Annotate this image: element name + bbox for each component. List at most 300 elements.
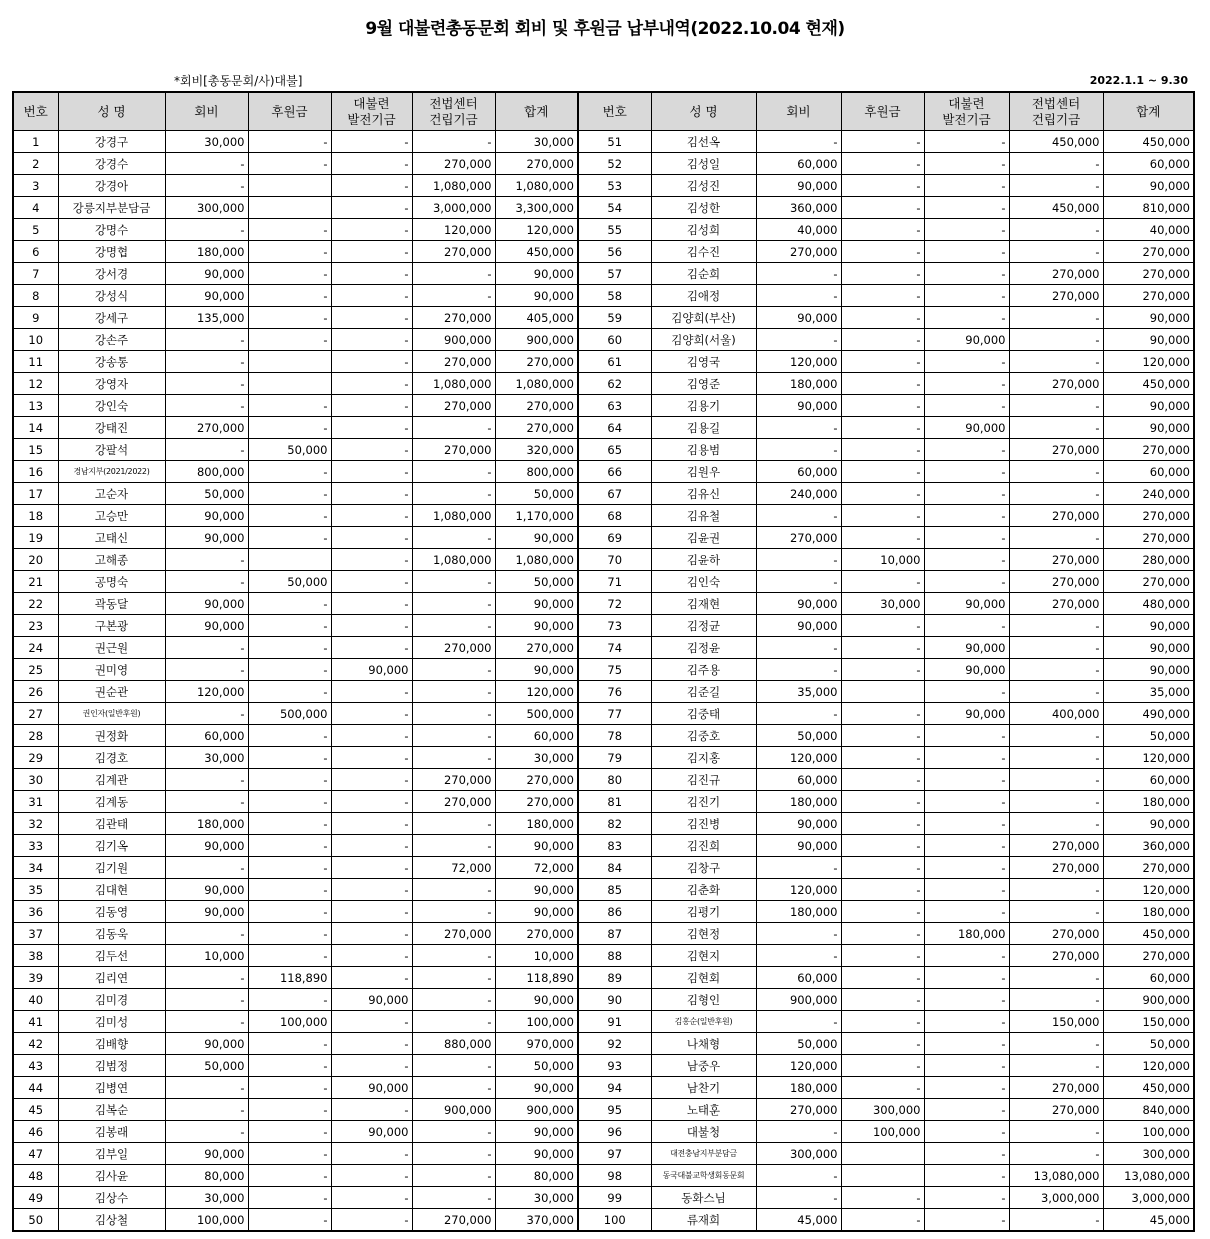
cell-total: 80,000 [495,1165,578,1187]
header-name: 성 명 [651,92,756,131]
cell-dev-fund: - [924,989,1009,1011]
cell-fee: - [165,769,248,791]
cell-fee: 80,000 [165,1165,248,1187]
cell-support: - [248,747,331,769]
cell-no: 99 [578,1187,651,1209]
cell-fee: 10,000 [165,945,248,967]
cell-center-fund: - [412,1187,495,1209]
cell-center-fund: 120,000 [412,219,495,241]
table-row [13,1011,1194,1033]
cell-support: - [841,505,924,527]
cell-no: 54 [578,197,651,219]
header-fee: 회비 [756,92,841,131]
cell-support [841,1143,924,1165]
cell-dev-fund: - [331,527,412,549]
cell-dev-fund: - [924,461,1009,483]
cell-no: 69 [578,527,651,549]
cell-name: 김성진 [651,175,756,197]
cell-fee: - [165,153,248,175]
cell-total: 970,000 [495,1033,578,1055]
cell-center-fund: - [412,879,495,901]
cell-no: 86 [578,901,651,923]
cell-center-fund: 270,000 [412,351,495,373]
cell-center-fund: - [1009,879,1103,901]
cell-no: 49 [13,1187,58,1209]
cell-no: 70 [578,549,651,571]
cell-support: - [841,637,924,659]
cell-dev-fund: - [331,263,412,285]
cell-support: - [248,395,331,417]
cell-fee: 45,000 [756,1209,841,1232]
cell-total: 90,000 [495,989,578,1011]
cell-total: 3,300,000 [495,197,578,219]
cell-fee: 60,000 [756,769,841,791]
page-title: 9월 대불련총동문회 회비 및 후원금 납부내역(2022.10.04 현재) [365,19,845,39]
cell-center-fund: - [1009,769,1103,791]
cell-support: - [248,1165,331,1187]
cell-fee: 90,000 [756,813,841,835]
cell-center-fund: - [1009,1143,1103,1165]
cell-total: 1,080,000 [495,373,578,395]
cell-center-fund: - [412,945,495,967]
table-row [13,549,1194,571]
cell-dev-fund: - [924,681,1009,703]
cell-no: 87 [578,923,651,945]
cell-center-fund: 270,000 [1009,571,1103,593]
cell-center-fund: 72,000 [412,857,495,879]
cell-center-fund: 270,000 [1009,439,1103,461]
cell-dev-fund: - [331,923,412,945]
cell-no: 79 [578,747,651,769]
cell-center-fund: - [1009,967,1103,989]
cell-total: 72,000 [495,857,578,879]
cell-total: 450,000 [1103,923,1194,945]
cell-no: 40 [13,989,58,1011]
cell-total: 270,000 [495,395,578,417]
cell-dev-fund: - [331,549,412,571]
cell-name: 김춘화 [651,879,756,901]
cell-total: 270,000 [1103,439,1194,461]
cell-name: 노태훈 [651,1099,756,1121]
cell-name: 강명수 [58,219,165,241]
cell-no: 29 [13,747,58,769]
cell-no: 41 [13,1011,58,1033]
cell-total: 270,000 [495,791,578,813]
cell-fee: 35,000 [756,681,841,703]
cell-fee: 270,000 [756,1099,841,1121]
cell-center-fund: - [412,263,495,285]
cell-fee: - [756,637,841,659]
cell-fee: - [165,1077,248,1099]
cell-name: 김성일 [651,153,756,175]
cell-fee: 120,000 [756,1055,841,1077]
table-row [13,395,1194,417]
cell-fee: 60,000 [756,153,841,175]
cell-fee: - [165,439,248,461]
cell-center-fund: - [1009,527,1103,549]
cell-fee: 50,000 [756,1033,841,1055]
cell-support: - [248,615,331,637]
cell-center-fund: - [1009,153,1103,175]
table-row [13,835,1194,857]
cell-total: 100,000 [1103,1121,1194,1143]
cell-center-fund: 270,000 [412,241,495,263]
header-no: 번호 [578,92,651,131]
cell-support: - [841,857,924,879]
cell-name: 김윤권 [651,527,756,549]
cell-center-fund: 3,000,000 [412,197,495,219]
cell-support [841,1165,924,1187]
cell-no: 52 [578,153,651,175]
cell-name: 김순희 [651,263,756,285]
cell-name: 김원우 [651,461,756,483]
cell-name: 김사윤 [58,1165,165,1187]
cell-total: 90,000 [1103,637,1194,659]
cell-fee: - [165,571,248,593]
cell-dev-fund: - [924,571,1009,593]
cell-support: - [248,1209,331,1232]
cell-name: 고승만 [58,505,165,527]
cell-fee: - [756,131,841,153]
cell-fee: - [756,1121,841,1143]
cell-support: - [841,945,924,967]
cell-support: - [841,439,924,461]
cell-fee: - [165,549,248,571]
cell-support: 50,000 [248,439,331,461]
cell-dev-fund: - [924,175,1009,197]
cell-no: 7 [13,263,58,285]
cell-fee: 120,000 [165,681,248,703]
cell-dev-fund: - [924,747,1009,769]
cell-no: 13 [13,395,58,417]
cell-center-fund: - [1009,1121,1103,1143]
cell-no: 84 [578,857,651,879]
cell-center-fund: - [1009,483,1103,505]
table-row [13,901,1194,923]
cell-name: 동화스님 [651,1187,756,1209]
table-row [13,263,1194,285]
cell-fee: 240,000 [756,483,841,505]
cell-name: 강태진 [58,417,165,439]
cell-total: 30,000 [495,131,578,153]
cell-dev-fund: 90,000 [331,1077,412,1099]
cell-fee: 900,000 [756,989,841,1011]
cell-center-fund: 270,000 [1009,505,1103,527]
cell-dev-fund: - [331,373,412,395]
cell-no: 14 [13,417,58,439]
cell-total: 900,000 [495,329,578,351]
cell-total: 120,000 [1103,879,1194,901]
table-row [13,527,1194,549]
cell-total: 90,000 [495,1121,578,1143]
table-row [13,197,1194,219]
table-row [13,1033,1194,1055]
cell-fee: 90,000 [165,505,248,527]
cell-dev-fund: - [331,175,412,197]
cell-dev-fund: - [331,835,412,857]
cell-support: - [841,659,924,681]
cell-dev-fund: - [924,1099,1009,1121]
cell-center-fund: - [412,1143,495,1165]
table-row [13,1077,1194,1099]
cell-name: 류재희 [651,1209,756,1232]
cell-fee: - [756,1165,841,1187]
cell-support: - [248,1099,331,1121]
cell-support [248,373,331,395]
cell-name: 김현회 [651,967,756,989]
cell-dev-fund: - [924,285,1009,307]
cell-support: - [841,219,924,241]
cell-fee: - [165,373,248,395]
cell-support: - [248,1187,331,1209]
cell-fee: 180,000 [756,373,841,395]
cell-fee: 360,000 [756,197,841,219]
cell-total: 30,000 [495,1187,578,1209]
cell-fee: 120,000 [756,879,841,901]
cell-support [841,681,924,703]
cell-name: 동국대불교학생회동문회 [651,1165,756,1187]
table-row [13,1055,1194,1077]
cell-center-fund: 270,000 [412,791,495,813]
cell-center-fund: - [412,1055,495,1077]
cell-fee: 30,000 [165,131,248,153]
cell-center-fund: - [412,835,495,857]
cell-dev-fund: - [924,373,1009,395]
table-row [13,725,1194,747]
cell-fee: - [756,659,841,681]
cell-fee: 50,000 [165,483,248,505]
cell-no: 91 [578,1011,651,1033]
cell-no: 23 [13,615,58,637]
cell-total: 240,000 [1103,483,1194,505]
cell-name: 권순관 [58,681,165,703]
cell-name: 강송통 [58,351,165,373]
cell-fee: - [165,175,248,197]
cell-support: - [841,1187,924,1209]
cell-no: 58 [578,285,651,307]
cell-dev-fund: - [331,901,412,923]
cell-fee: 100,000 [165,1209,248,1232]
cell-dev-fund: - [924,813,1009,835]
cell-total: 405,000 [495,307,578,329]
cell-dev-fund: 90,000 [924,417,1009,439]
cell-dev-fund: - [924,395,1009,417]
cell-dev-fund: 90,000 [924,659,1009,681]
cell-center-fund: 270,000 [412,1209,495,1232]
cell-name: 강경구 [58,131,165,153]
cell-fee: - [756,329,841,351]
cell-total: 50,000 [495,571,578,593]
cell-support: - [248,153,331,175]
cell-no: 26 [13,681,58,703]
cell-fee: 270,000 [756,527,841,549]
cell-no: 81 [578,791,651,813]
cell-no: 78 [578,725,651,747]
cell-fee: - [165,395,248,417]
cell-dev-fund: - [924,725,1009,747]
cell-total: 90,000 [495,659,578,681]
cell-center-fund: 270,000 [1009,945,1103,967]
cell-no: 25 [13,659,58,681]
cell-fee: 180,000 [756,901,841,923]
cell-support: 300,000 [841,1099,924,1121]
cell-total: 270,000 [495,153,578,175]
cell-support: - [248,659,331,681]
cell-name: 강손주 [58,329,165,351]
cell-name: 강세구 [58,307,165,329]
cell-no: 75 [578,659,651,681]
cell-support [248,175,331,197]
cell-dev-fund: - [924,219,1009,241]
table-row [13,285,1194,307]
cell-total: 270,000 [495,351,578,373]
cell-center-fund: 150,000 [1009,1011,1103,1033]
cell-fee: 90,000 [165,879,248,901]
cell-no: 94 [578,1077,651,1099]
cell-center-fund: - [1009,329,1103,351]
cell-no: 51 [578,131,651,153]
cell-center-fund: 270,000 [412,439,495,461]
table-row [13,637,1194,659]
cell-name: 고태신 [58,527,165,549]
cell-support: - [248,329,331,351]
cell-center-fund: - [412,681,495,703]
cell-fee: - [756,263,841,285]
cell-total: 45,000 [1103,1209,1194,1232]
cell-fee: - [165,1121,248,1143]
cell-total: 90,000 [495,593,578,615]
cell-dev-fund: 90,000 [924,637,1009,659]
cell-support: - [841,1077,924,1099]
cell-center-fund: 270,000 [1009,1099,1103,1121]
cell-total: 90,000 [495,615,578,637]
cell-no: 39 [13,967,58,989]
cell-name: 대전충남지부분담금 [651,1143,756,1165]
cell-name: 김병연 [58,1077,165,1099]
cell-center-fund: - [1009,989,1103,1011]
cell-dev-fund: - [331,483,412,505]
cell-center-fund: - [412,813,495,835]
cell-fee: 90,000 [756,395,841,417]
cell-total: 60,000 [1103,153,1194,175]
cell-name: 김지홍 [651,747,756,769]
table-row [13,241,1194,263]
cell-dev-fund: - [924,857,1009,879]
cell-dev-fund: - [924,1011,1009,1033]
cell-dev-fund: - [924,967,1009,989]
cell-total: 120,000 [1103,747,1194,769]
cell-dev-fund: - [924,1209,1009,1232]
cell-fee: - [165,219,248,241]
cell-no: 10 [13,329,58,351]
cell-total: 60,000 [1103,461,1194,483]
cell-center-fund: - [1009,1033,1103,1055]
cell-center-fund: - [412,285,495,307]
cell-fee: 90,000 [165,901,248,923]
cell-total: 90,000 [495,263,578,285]
cell-fee: 30,000 [165,1187,248,1209]
cell-support: - [248,637,331,659]
cell-total: 500,000 [495,703,578,725]
cell-no: 4 [13,197,58,219]
cell-no: 95 [578,1099,651,1121]
cell-name: 김미경 [58,989,165,1011]
cell-no: 28 [13,725,58,747]
cell-total: 120,000 [495,219,578,241]
cell-dev-fund: - [331,1099,412,1121]
cell-support: - [248,769,331,791]
cell-center-fund: - [1009,417,1103,439]
cell-name: 김정균 [651,615,756,637]
cell-total: 50,000 [1103,1033,1194,1055]
cell-name: 김현지 [651,945,756,967]
cell-name: 김리연 [58,967,165,989]
cell-no: 47 [13,1143,58,1165]
cell-dev-fund: - [924,549,1009,571]
cell-fee: - [165,351,248,373]
table-row [13,967,1194,989]
cell-name: 김기옥 [58,835,165,857]
cell-fee: - [756,1011,841,1033]
cell-support: - [248,945,331,967]
header-name: 성 명 [58,92,165,131]
cell-center-fund: - [412,1165,495,1187]
cell-total: 10,000 [495,945,578,967]
cell-name: 김애정 [651,285,756,307]
cell-no: 18 [13,505,58,527]
cell-total: 900,000 [1103,989,1194,1011]
cell-no: 30 [13,769,58,791]
cell-fee: 180,000 [165,241,248,263]
cell-center-fund: 1,080,000 [412,505,495,527]
cell-total: 450,000 [495,241,578,263]
cell-dev-fund: 90,000 [924,593,1009,615]
cell-fee: 40,000 [756,219,841,241]
cell-fee: - [165,989,248,1011]
cell-total: 120,000 [1103,1055,1194,1077]
cell-support: - [248,923,331,945]
cell-fee: 90,000 [165,1143,248,1165]
cell-fee: 90,000 [165,527,248,549]
cell-center-fund: - [412,593,495,615]
cell-fee: 90,000 [165,1033,248,1055]
cell-center-fund: - [412,417,495,439]
table-row [13,351,1194,373]
cell-no: 74 [578,637,651,659]
cell-support: - [841,351,924,373]
cell-name: 김영준 [651,373,756,395]
cell-total: 1,080,000 [495,549,578,571]
cell-support: - [248,285,331,307]
cell-dev-fund: - [924,263,1009,285]
cell-total: 270,000 [1103,241,1194,263]
cell-no: 20 [13,549,58,571]
cell-no: 17 [13,483,58,505]
cell-center-fund: 450,000 [1009,197,1103,219]
cell-name: 강영자 [58,373,165,395]
cell-name: 김유철 [651,505,756,527]
cell-total: 50,000 [1103,725,1194,747]
cell-total: 118,890 [495,967,578,989]
cell-total: 60,000 [1103,769,1194,791]
cell-fee: - [165,659,248,681]
cell-center-fund: - [412,483,495,505]
cell-support: 50,000 [248,571,331,593]
cell-total: 35,000 [1103,681,1194,703]
cell-support: - [841,703,924,725]
cell-no: 72 [578,593,651,615]
cell-total: 50,000 [495,1055,578,1077]
